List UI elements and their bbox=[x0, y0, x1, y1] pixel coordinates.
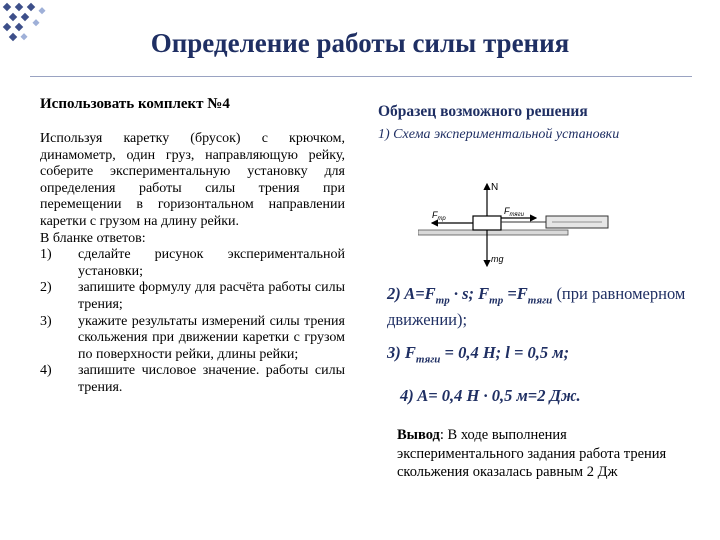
answer-intro: В бланке ответов: bbox=[40, 230, 146, 246]
normal-label: N bbox=[491, 182, 499, 193]
scheme-label: 1) Схема экспериментальной установки bbox=[378, 127, 620, 142]
rail-shape bbox=[418, 230, 568, 235]
list-item-number: 3) bbox=[40, 313, 52, 329]
title-divider bbox=[30, 76, 692, 77]
conclusion-text: : В ходе выполнения экспериментального задания работа трения скольжения оказалась равным 2 Дж bbox=[397, 427, 667, 480]
list-item-number: 1) bbox=[40, 247, 52, 263]
formula-work: 2) $A=F_{тр} \cdot s$; $F_{тр} =F_{тяги}$ (при равномерном движении); bbox=[387, 284, 686, 330]
solution-column bbox=[378, 103, 688, 143]
block-shape bbox=[473, 216, 501, 230]
thrust-label: $F_{тяги}$ bbox=[504, 206, 524, 218]
conclusion-label: Вывод bbox=[397, 427, 440, 443]
list-item-text: запишите числовое значение. работы силы трения. bbox=[78, 363, 345, 395]
list-item-text: укажите результаты измерений силы трения скольжения при движении каретки с грузом по поверхности рейки, длины рейки; bbox=[78, 313, 345, 362]
setup-diagram bbox=[418, 178, 618, 273]
formula-result: 4) A= 0,4 Н · 0,5 м=2 Дж. bbox=[400, 386, 581, 405]
list-item bbox=[40, 280, 345, 313]
list-item-number: 4) bbox=[40, 363, 52, 379]
page-title: Определение работы силы трения bbox=[150, 28, 570, 58]
gravity-label: mg bbox=[491, 254, 504, 264]
task-column bbox=[40, 96, 345, 397]
friction-label: $F_{тр}$ bbox=[432, 210, 446, 222]
list-item-text: запишите формулу для расчёта работы силы трения; bbox=[78, 280, 345, 312]
kit-label: Использовать комплект №4 bbox=[40, 96, 230, 112]
list-item-number: 2) bbox=[40, 280, 52, 296]
list-item bbox=[40, 363, 345, 396]
formula-measurements: 3) $F_{тяги} = 0,4$ Н; l = 0,5 м; bbox=[387, 343, 570, 366]
sample-title: Образец возможного решения bbox=[378, 103, 588, 120]
list-item bbox=[40, 314, 345, 364]
task-list bbox=[40, 247, 345, 396]
list-item bbox=[40, 247, 345, 280]
logo-icon bbox=[0, 0, 60, 50]
conclusion bbox=[397, 426, 692, 482]
list-item-text: сделайте рисунок экспериментальной установки; bbox=[78, 247, 345, 279]
task-intro: Используя каретку (брусок) с крючком, динамометр, один груз, направляющую рейку, соберите экспериментальную установку для определения работы силы трения при перемещении в горизонтальном направлении каретки с грузом на длину рейки. bbox=[40, 131, 345, 229]
